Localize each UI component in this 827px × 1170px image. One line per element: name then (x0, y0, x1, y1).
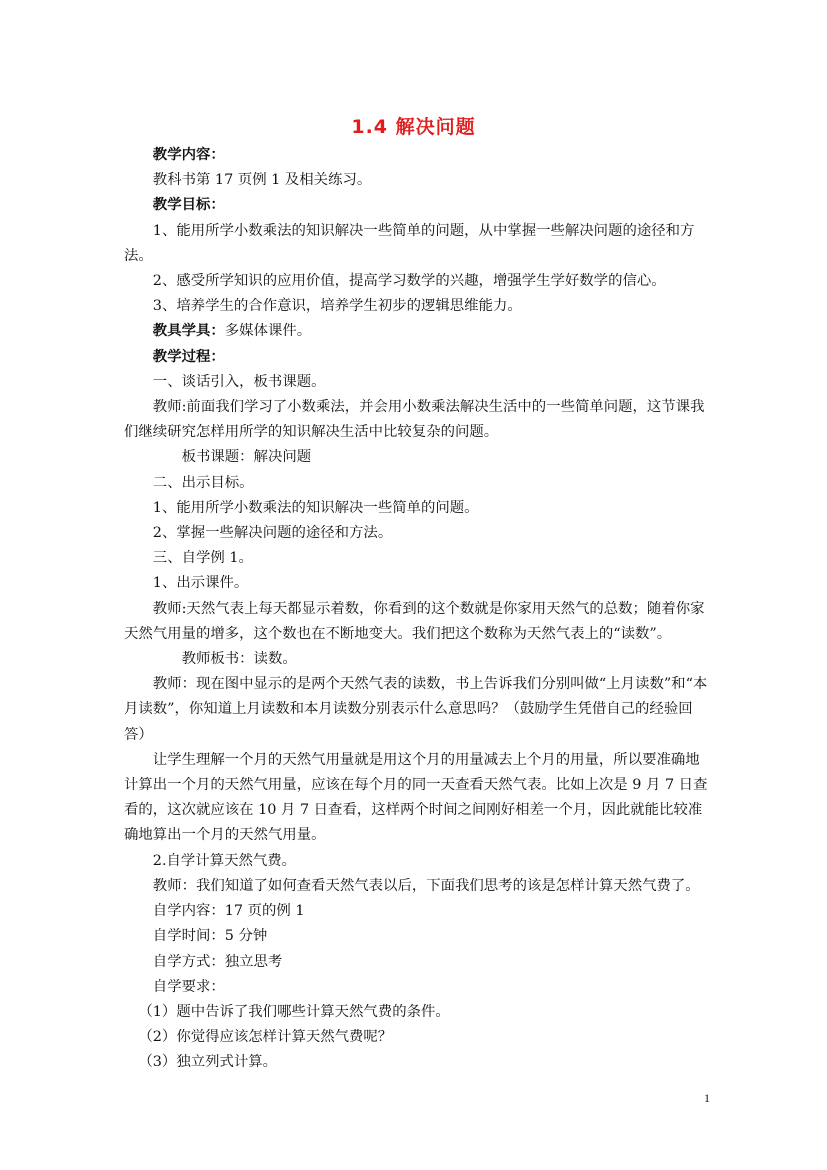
paragraph-rest: 多媒体课件。 (224, 323, 312, 340)
paragraph: （1）题中告诉了我们哪些计算天然气费的条件。 (138, 1003, 450, 1020)
paragraph: 教师：现在图中显示的是两个天然气表的读数，书上告诉我们分别叫做“上月读数”和“本月读数”，你知道上月读数和本月读数分别表示什么意思吗？（鼓励学生凭借自己的经验回答） (124, 676, 708, 743)
paragraph: 2.自学计算天然气费。 (152, 852, 297, 869)
paragraph: （3）独立列式计算。 (138, 1054, 278, 1071)
page-number: 1 (704, 1091, 710, 1105)
paragraph: 1、能用所学小数乘法的知识解决一些简单的问题。 (152, 499, 479, 516)
paragraph: 自学内容：17 页的例 1 (152, 903, 305, 920)
paragraph: 让学生理解一个月的天然气用量就是用这个月的用量减去上个月的用量，所以要准确地计算出一个月的天然气用量，应该在每个月的同一天查看天然气表。比如上次是 9 月 7 日查看的，这次就应该在 10 月 7 日查看，这样两个时间之间刚好相差一个月，因此就能比较准确地算出一个月的天然气用量。 (124, 751, 708, 844)
paragraph: 2、掌握一些解决问题的途径和方法。 (152, 525, 393, 542)
paragraph: 板书课题：解决问题 (181, 449, 312, 466)
paragraph: 教师：我们知道了如何查看天然气表以后，下面我们思考的该是怎样计算天然气费了。 (152, 877, 700, 894)
paragraph: （2）你觉得应该怎样计算天然气费呢？ (138, 1029, 393, 1046)
paragraph: 1、出示课件。 (152, 575, 249, 592)
document-body (124, 143, 708, 1076)
document-title: 1.4 解决问题 (351, 116, 476, 138)
paragraph: 教科书第 17 页例 1 及相关练习。 (152, 172, 372, 189)
paragraph: 教师:天然气表上每天都显示着数，你看到的这个数就是你家用天然气的总数；随着你家天然气用量的增多，这个数也在不断地变大。我们把这个数称为天然气表上的“读数”。 (124, 600, 705, 642)
paragraph: 3、培养学生的合作意识，培养学生初步的逻辑思维能力。 (152, 298, 522, 315)
paragraph: 二、出示目标。 (152, 474, 254, 491)
section-heading: 教学目标： (152, 197, 225, 214)
paragraph: 自学要求： (152, 978, 225, 995)
paragraph: 1、能用所学小数乘法的知识解决一些简单的问题，从中掌握一些解决问题的途径和方法。 (124, 222, 695, 264)
section-heading: 教学过程： (152, 348, 225, 365)
paragraph: 自学时间：5 分钟 (152, 928, 268, 945)
paragraph: 自学方式：独立思考 (152, 953, 283, 970)
paragraph: 教师:前面我们学习了小数乘法，并会用小数乘法解决生活中的一些简单问题，这节课我们继续研究怎样用所学的知识解决生活中比较复杂的问题。 (124, 399, 705, 441)
section-heading: 教学内容： (152, 147, 225, 163)
paragraph: 2、感受所学知识的应用价值，提高学习数学的兴趣，增强学生学好数学的信心。 (152, 273, 666, 290)
paragraph: 一、谈话引入，板书课题。 (152, 373, 326, 390)
paragraph: 三、自学例 1。 (152, 550, 253, 567)
paragraph: 教师板书：读数。 (181, 651, 297, 668)
paragraph (124, 319, 708, 344)
paragraph-lead: 教具学具： (152, 323, 225, 340)
